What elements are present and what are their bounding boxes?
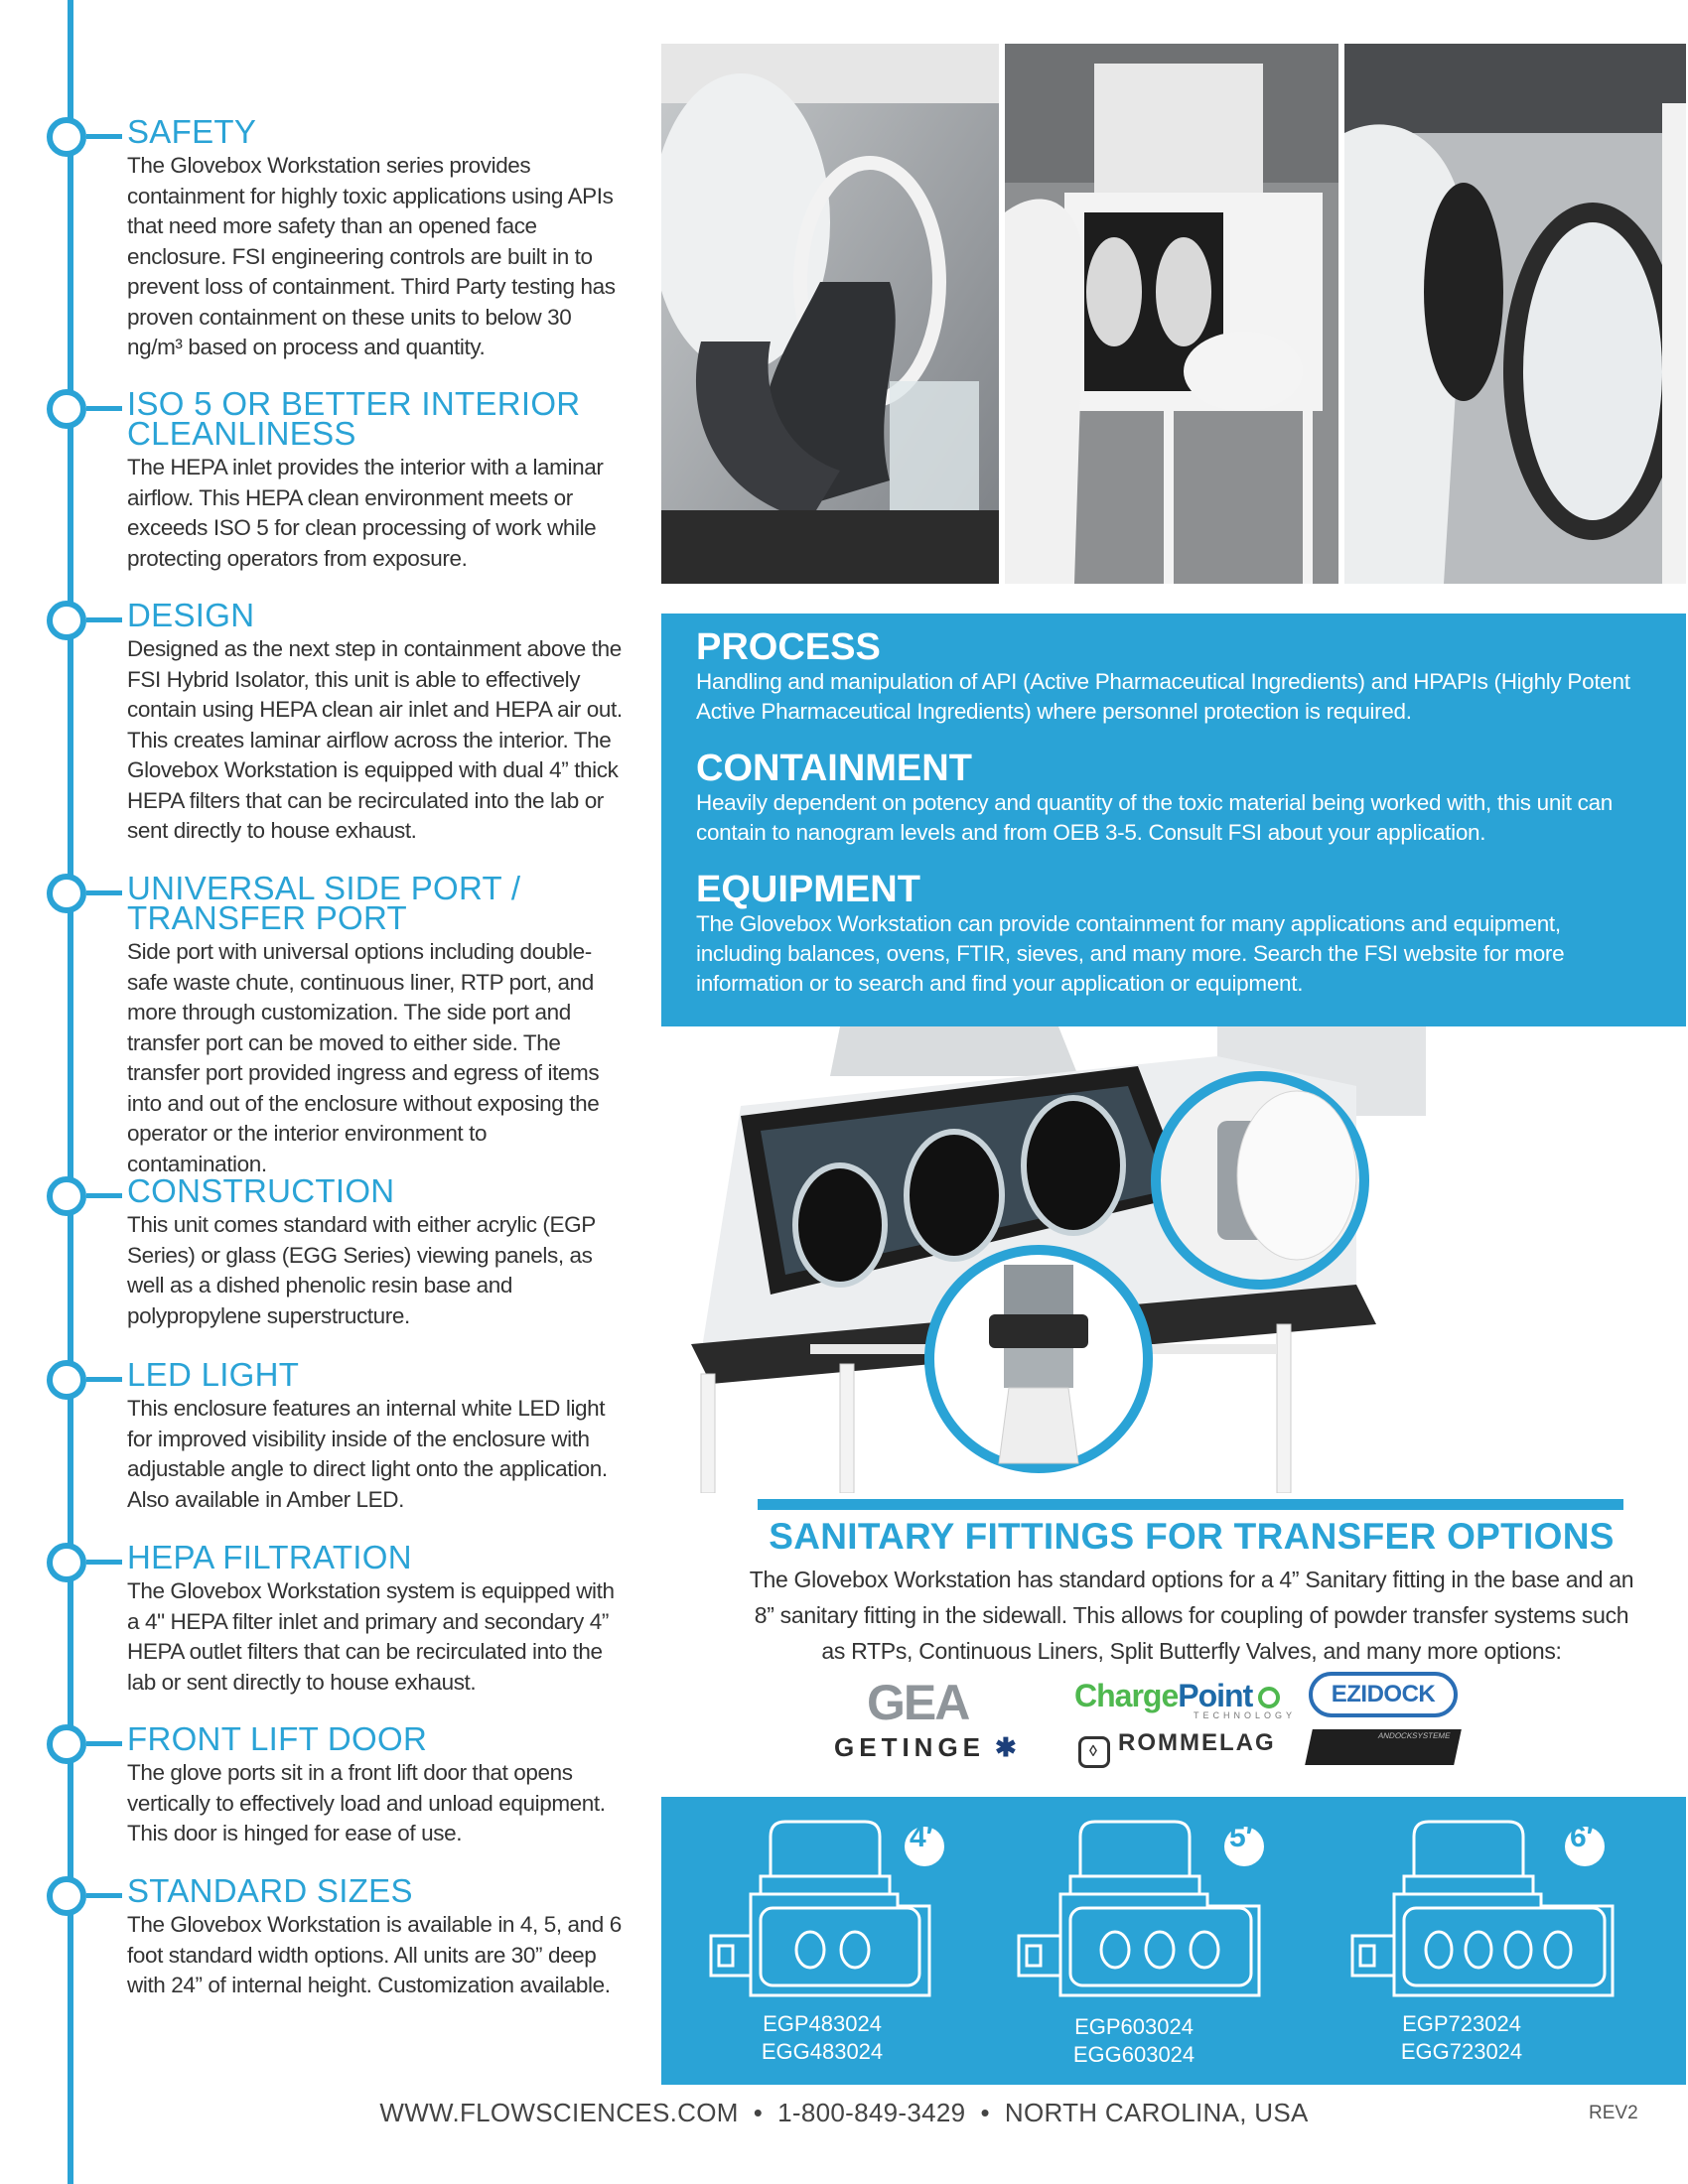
sanitary-line: as RTPs, Continuous Liners, Split Butterfly Valves, and many more options: xyxy=(821,1638,1562,1664)
info-title: EQUIPMENT xyxy=(696,869,920,910)
section-title: ISO 5 OR BETTER INTERIOR CLEANLINESS xyxy=(127,385,581,452)
rommelag-drop-icon: ◊ xyxy=(1078,1736,1110,1768)
info-text: Handling and manipulation of API (Active Pharmaceutical Ingredients) and HPAPIs (Highly Potent Active Pharmaceutical Ingredients) where personnel protection is required. xyxy=(696,669,1630,724)
size-label: 5′ xyxy=(1229,1821,1253,1853)
model-number: EGG603024 xyxy=(1072,2042,1196,2067)
ezidock-logo: EZIDOCK xyxy=(1309,1672,1458,1717)
sizes-panel xyxy=(661,1797,1686,2085)
timeline-tick xyxy=(86,134,122,139)
section-side-port xyxy=(127,870,624,1179)
section-title: DESIGN xyxy=(127,597,255,633)
section-standard-sizes xyxy=(127,1872,624,2001)
size-label: 4′ xyxy=(910,1821,933,1853)
rommelag-logo-text: ROMMELAG xyxy=(1118,1729,1276,1756)
getinge-star-icon: ✱ xyxy=(995,1732,1017,1762)
info-containment xyxy=(696,749,1649,848)
section-iso5 xyxy=(127,385,624,574)
section-text: The Glovebox Workstation system is equipped with a 4" HEPA filter inlet and primary and secondary 4” HEPA outlet filters that can be recirculated into the lab or sent directly to house exhaust. xyxy=(127,1578,615,1695)
chargepoint-logo-sub: TECHNOLOGY xyxy=(1194,1710,1297,1720)
timeline-tick xyxy=(86,1193,122,1198)
section-text: The HEPA inlet provides the interior with a laminar airflow. This HEPA clean environment meets or exceeds ISO 5 for clean processing of work while protecting operators from exposure. xyxy=(127,455,604,571)
getinge-logo-text: GETINGE xyxy=(834,1732,986,1762)
timeline-node xyxy=(47,1543,86,1582)
model-number: EGP603024 xyxy=(1074,2014,1194,2039)
info-equipment xyxy=(696,870,1649,999)
section-title: STANDARD SIZES xyxy=(127,1872,413,1909)
timeline-node xyxy=(47,389,86,429)
timeline-tick xyxy=(86,1741,122,1746)
timeline-tick xyxy=(86,1377,122,1382)
timeline-tick xyxy=(86,1893,122,1898)
info-title: PROCESS xyxy=(696,626,881,668)
timeline-node xyxy=(47,1360,86,1400)
andocksysteme-logo: ANDOCKSYSTEME xyxy=(1305,1729,1462,1765)
section-design xyxy=(127,597,624,847)
rommelag-logo xyxy=(1078,1729,1276,1768)
section-text: Side port with universal options including double-safe waste chute, continuous liner, RTP port, and more through customization. The side port and transfer port can be moved to either side. The transfer port provided ingress and egress of items into and out of the enclosure without exposing the operator or the interior environment to contamination. xyxy=(127,939,600,1176)
timeline-tick xyxy=(86,617,122,622)
section-title: HEPA FILTRATION xyxy=(127,1539,412,1575)
chargepoint-mark-icon xyxy=(1258,1687,1280,1708)
model-numbers xyxy=(1362,2010,1561,2066)
info-process xyxy=(696,627,1649,727)
timeline-node xyxy=(47,1876,86,1916)
section-hepa-filtration xyxy=(127,1539,624,1698)
photo-operator-gloveport xyxy=(1344,44,1686,584)
model-number: EGG483024 xyxy=(761,2039,884,2064)
sanitary-line: 8” sanitary fitting in the sidewall. This allows for coupling of powder transfer systems such xyxy=(754,1602,1629,1628)
size-option-4ft xyxy=(661,1797,1003,2085)
section-title: FRONT LIFT DOOR xyxy=(127,1720,428,1757)
model-numbers xyxy=(1035,2013,1233,2069)
gea-logo: GEA xyxy=(867,1675,969,1730)
timeline-node xyxy=(47,117,86,157)
section-led-light xyxy=(127,1356,624,1515)
section-front-lift-door xyxy=(127,1720,624,1849)
product-photo-glovebox xyxy=(661,1026,1686,1493)
section-construction xyxy=(127,1172,624,1331)
info-text: The Glovebox Workstation can provide containment for many applications and equipment, including balances, ovens, FTIR, sieves, and many more. Search the FSI website for more information or to search and find your application or equipment. xyxy=(696,911,1565,996)
model-number: EGG723024 xyxy=(1400,2039,1523,2064)
model-number: EGP483024 xyxy=(763,2011,882,2036)
timeline-tick xyxy=(86,406,122,411)
timeline-node xyxy=(47,601,86,640)
size-option-6ft xyxy=(1305,1797,1646,2085)
sanitary-title: SANITARY FITTINGS FOR TRANSFER OPTIONS xyxy=(769,1516,1615,1557)
sanitary-line: The Glovebox Workstation has standard options for a 4” Sanitary fitting in the base and an xyxy=(749,1567,1634,1592)
chargepoint-logo-part: Point xyxy=(1178,1678,1253,1713)
section-text: This unit comes standard with either acrylic (EGP Series) or glass (EGG Series) viewing panels, as well as a dished phenolic resin base and polypropylene superstructure. xyxy=(127,1212,596,1328)
timeline-node xyxy=(47,1724,86,1764)
section-title: LED LIGHT xyxy=(127,1356,300,1393)
section-text: The glove ports sit in a front lift door that opens vertically to effectively load and unload equipment. This door is hinged for ease of use. xyxy=(127,1760,606,1845)
section-text: This enclosure features an internal white LED light for improved visibility inside of the enclosure with adjustable angle to direct light onto the application. Also available in Amber LED. xyxy=(127,1396,608,1512)
section-text: The Glovebox Workstation is available in 4, 5, and 6 foot standard width options. All units are 30” deep with 24” of internal height. Customization available. xyxy=(127,1912,622,1997)
timeline-tick xyxy=(86,890,122,895)
getinge-logo xyxy=(834,1732,1017,1763)
info-panel xyxy=(661,614,1686,1026)
section-title: CONSTRUCTION xyxy=(127,1172,395,1209)
timeline-node xyxy=(47,1176,86,1216)
info-text: Heavily dependent on potency and quantity of the toxic material being worked with, this unit can contain to nanogram levels and from OEB 3-5. Consult FSI about your application. xyxy=(696,790,1614,845)
section-text: Designed as the next step in containment above the FSI Hybrid Isolator, this unit is able to effectively contain using HEPA clean air inlet and HEPA air out. This creates laminar airflow across the interior. The Glovebox Workstation is equipped with dual 4” thick HEPA filters that can be recirculated into the lab or sent directly to house exhaust. xyxy=(127,636,623,843)
photo-glovebox-side xyxy=(1005,44,1338,584)
photo-gloves-operation xyxy=(661,44,999,584)
timeline-tick xyxy=(86,1560,122,1565)
sanitary-text xyxy=(735,1562,1648,1669)
size-label: 6′ xyxy=(1570,1821,1594,1853)
model-numbers xyxy=(723,2010,921,2066)
chargepoint-logo-part: Charge xyxy=(1074,1678,1179,1713)
chargepoint-logo xyxy=(1074,1678,1296,1720)
section-divider xyxy=(758,1499,1623,1510)
section-title: UNIVERSAL SIDE PORT / TRANSFER PORT xyxy=(127,870,521,936)
footer-contact: WWW.FLOWSCIENCES.COM • 1-800-849-3429 • NORTH CAROLINA, USA xyxy=(379,2098,1309,2127)
timeline-node xyxy=(47,874,86,913)
model-number: EGP723024 xyxy=(1402,2011,1521,2036)
section-text: The Glovebox Workstation series provides containment for highly toxic applications using APIs that need more safety than an opened face enclosure. FSI engineering controls are built in to prevent loss of containment. Third Party testing has proven containment on these units to below 30 ng/m³ based on process and quantity. xyxy=(127,153,616,359)
size-option-5ft xyxy=(971,1797,1313,2085)
info-title: CONTAINMENT xyxy=(696,748,972,789)
revision-label: REV2 xyxy=(1589,2103,1638,2123)
section-safety xyxy=(127,113,624,363)
timeline-line xyxy=(68,0,73,2184)
section-title: SAFETY xyxy=(127,113,257,150)
